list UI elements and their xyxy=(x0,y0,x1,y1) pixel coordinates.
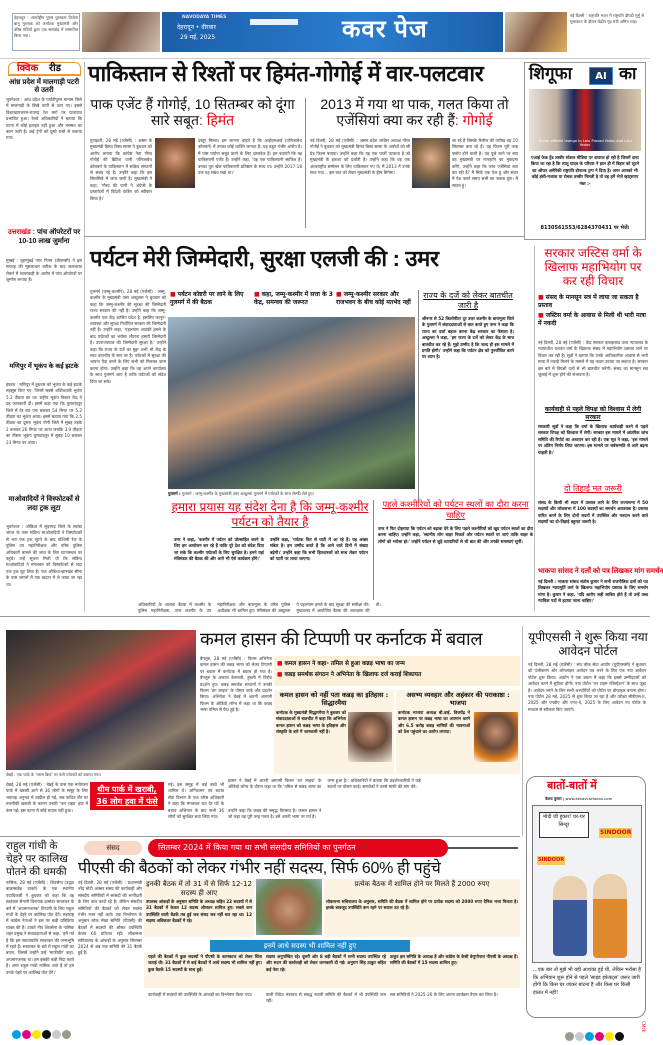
tourism-sub-body-2: उन्होंने कहा, 'पर्यटक फिर से घाटी में आ रहे हैं। यह अच्छा संकेत है। हम उम्मीद करते हैं कि आने वाले दिनों में संख्या बढ़ेगी।' उन्होंने कहा कि सभी हितधारकों को साथ लेकर पर्यटन को पटरी पर लाया जाएगा। xyxy=(270,537,368,562)
color-registration-left xyxy=(12,1024,72,1043)
cartoon-figure-1 xyxy=(553,876,587,956)
masthead-right-photo xyxy=(505,12,567,52)
justice-box-body: सरकारी सूत्रों ने कहा कि वर्मा के खिलाफ कार्यवाही करने से पहले सरकार विपक्ष को विश्वास में लेगी। सरकार इस मामले में आंतरिक जांच समिति की रिपोर्ट का अध्ययन कर रही है। एक सूत्र ने कहा, 'इस मामले पर अंतिम निर्णय लिया जाएगा। इस मामले पर सर्वसम्मति से आगे बढ़ना चाहती है।' xyxy=(538,424,648,455)
shigufa-body: एआई फेक ट्रेंड तस्वीर सोशल मीडिया पर वायरल हो रही है जिसमें दावा किया जा रहा है कि लालू यादव के परिवार ने हाल ही में बिहार को लूटने का ऑफर अमेरिकी राष्ट्रपति डोनाल्ड ट्रम्प ने दिया है। अगर आपको भी कोई हंसी-मजाक या रोचक तस्वीर मिलती है तो वह हमें भेजें व्हाट्सएप नंबर :- xyxy=(530,155,640,186)
quick-read-body-4: भुवनेश्वर : ओडिशा में सुंदरगढ़ जिले के सारंडा जंगल के पास संदिग्ध माओवादियों ने विस्फोटकों से भरा एक ट्रक लूटने के बाद पश्चिमी रेंज के पुलिस उप महानिरीक्षक और वरिष्ठ पुलिस अधिकारी मामले की जांच के लिए घटनास्थल पर पहुंचे। उन्हें सूचना मिली थी कि संदिग्ध माओवादियों ने मंगलवार को विस्फोटकों से लदा एक ट्रक लूट लिया है। एक ओडिशा-झारखंड सीमा के पास जंगलों में एक खदान में ले जाया जा रहा था। xyxy=(6,524,82,587)
quick-read-header xyxy=(8,62,81,76)
edition-date: 29 मई, 2025 xyxy=(180,34,216,41)
pac-right-box-title: प्रत्येक बैठक में शामिल होने पर मिलते हैं 2000 रुपए xyxy=(354,880,490,888)
publication-name: NAVODAYA TIMES xyxy=(182,15,227,20)
kamal-bullet-2: ■ कन्नड़ समर्थक संगठन ने अभिनेता के खिलाफ दर्ज कराई शिकायत xyxy=(277,672,422,678)
lead-left-body-1: गुवाहाटी, 28 मई (एजेंसी) : असम के मुख्यमंत्री हिमंत बिस्व सरमा ने बुधवार को आरोप लगाया कि कांग्रेस नेता गौरव गोगोई की ब्रिटिश पत्नी एलिजाबेथ कोलबर्न के पाकिस्तान में सक्रिय संगठनों से संबंध रहे हैं। उन्होंने कहा कि इस सिलसिले में जांच जारी है। मुख्यमंत्री ने कहा, 'गौरव की पत्नी ने अंग्रेजी के दस्तावेजों में विदेशी फंडिंग को स्वीकार किया है।' xyxy=(90,138,152,201)
lead-left-subhead: पाक एजेंट हैं गोगोई, 10 सितम्बर को दूंगा सारे सबूत: हिमंत xyxy=(90,96,295,128)
kamal-tail-2: उन्होंने कहा कि कन्नड़ की समृद्ध विरासत है। कमल हासन ने जो कहा वह पूरी तरह गलत है। हमें अपनी भाषा पर गर्व है। xyxy=(228,808,322,820)
vijayendra-photo xyxy=(474,712,518,762)
tourism-subhead: हमारा प्रयास यह संदेश देना है कि जम्मू-कश्मीर पर्यटन को तैयार है xyxy=(171,500,369,529)
lead-right-subhead: 2013 में गया था पाक, गलत किया तो एजेंसियां क्या कर रही हैं: गोगोई xyxy=(320,96,509,128)
kamal-bullets xyxy=(274,656,520,686)
justice-bullet-2: ■ जस्टिस वर्मा के आवास से मिली थी भारी मात्रा में नकदी xyxy=(538,312,646,327)
tourism-bullet-1: ■ पर्यटन कोष्टरी पर लाने के लिए गुलमर्ग में की बैठक xyxy=(170,291,244,306)
tourism-headline: पर्यटन मेरी जिम्मेदारी, सुरक्षा एलजी की : उमर xyxy=(90,246,439,271)
bjp-box xyxy=(396,690,520,774)
tourism-body: गुलमर्ग (जम्मू-कश्मीर), 28 मई (एजेंसी) : जम्मू-कश्मीर के मुख्यमंत्री उमर अब्दुल्ला ने बुधवार को कहा कि जम्मू-कश्मीर की सुरक्षा की जिम्मेदारी राज्य सरकार की नहीं है। उन्होंने कहा कि जम्मू-कश्मीर एक केंद्र शासित प्रदेश है, इसलिए कानून-व्यवस्था और सुरक्षा निर्वाचित सरकार की जिम्मेदारी नहीं है। उन्होंने कहा, 'पहलगाम आतंकी हमले के बाद पर्यटकों का भरोसा लौटाना हमारी जिम्मेदारी है। उपराज्यपाल की जिम्मेदारी सुरक्षा है।' उन्होंने कहा कि राज्य के दर्जे का मुद्दा अभी भी केंद्र के साथ बातचीत के स्तर पर है। पर्यटकों में सुरक्षा की भावना पैदा करने के लिए सभी को मिलकर काम करना होगा। उन्होंने कहा कि वह अपने कार्यालय के साथ गुलमर्ग आए हैं ताकि पर्यटकों को संदेश दिया जा सके। xyxy=(90,289,166,384)
pac-banner: सितम्बर 2024 में किया गया था सभी संसदीय समितियों का पुनर्गठन xyxy=(148,839,448,857)
statehood-title: राज्य के दर्जे को लेकर बातचीत जारी है xyxy=(423,291,513,310)
kamal-body: बेंगलुरु, 28 मई (एजेंसी) : फिल्म अभिनेता कमल हासन की कन्नड़ भाषा को लेकर टिप्पणी पर बवाल में कर्नाटक में बवाल हो गया है। बेंगलुरु के अलावा बेलगावी, हुबली में विरोध प्रदर्शन हुए। कन्नड़ समर्थक संगठनों ने उनकी फिल्म 'ठग लाइफ' के पोस्टर फाड़े और प्रदर्शन किया। अभिनेता ने चेन्नई में अपनी आगामी फिल्म के ऑडियो लॉन्च में कहा था कि कन्नड़ भाषा तमिल से पैदा हुई है। xyxy=(200,656,272,713)
kamal-headline: कमल हासन की टिप्पणी पर कर्नाटक में बवाल xyxy=(200,629,483,649)
siddaramaiah-title: कमल हासन को नहीं पता कन्नड़ का इतिहास : सिद्धारमैया xyxy=(279,691,389,707)
pac-left-box xyxy=(144,879,254,937)
justice-body: नई दिल्ली, 28 मई (एजेंसी) : केंद्र सरकार इलाहाबाद उच्च न्यायालय के न्यायाधीश यशवंत वर्मा के खिलाफ संसद में महाभियोग प्रस्ताव लाने पर विचार कर रही है। सूत्रों ने बताया कि उनके आधिकारिक आवास से भारी मात्रा में नकदी मिलने के मामले में यह कदम उठाया जा सकता है। सरकार इस बारे में विपक्षी दलों से भी बातचीत करेगी। संसद का मानसून सत्र जुलाई में शुरू होने की संभावना है। xyxy=(538,340,648,378)
shigufa-box xyxy=(524,62,646,240)
quick-read-title-4: माओवादियों ने विस्फोटकों से लदा ट्रक लूटा xyxy=(8,496,80,512)
theme-park-headline: थीम पार्क में खराबी, 36 लोग हवा में फंसे xyxy=(90,782,164,810)
masthead-banner xyxy=(162,12,503,52)
theme-park-photo xyxy=(6,630,196,770)
pac-left-box-title: इनकी बैठक में तो 31 में से सिर्फ 12-12 सदस्य ही आए xyxy=(146,880,252,897)
masthead-left-caption: देहरादून : अंतर्राष्ट्रीय पुरुष पुरस्कार विजेता बानू मुश्ताक को कर्नाटक मुख्यमंत्री और वरिष्ठ मंत्रियों द्वारा एक समारोह में सम्मानित किया गया। xyxy=(12,13,80,51)
cpi-headline: भाकपा सांसद ने दलों को पत्र लिखकर मांग समर्थन xyxy=(538,568,663,575)
masthead-logo-bar xyxy=(250,19,298,25)
gogoi-photo xyxy=(412,138,450,188)
page-title: कवर पेज xyxy=(342,16,428,43)
ai-badge: AI xyxy=(589,67,613,85)
himanta-photo xyxy=(155,138,195,188)
justice-headline: सरकार जस्टिस वर्मा के खिलाफ महाभियोग पर कर रही विचार xyxy=(544,246,642,288)
cartoon-caption: ...एक बार तो मुझे भी यही आशंका हुई थी, लेकिन भरोसा है कि अभियान शुरू होने से पहले 'साइड इफेक्ट्स' जरूर जारी होंगी कि किस घर जाकर बांटना है और किस घर किसी हालत में नहीं! xyxy=(533,967,641,996)
cartoon-figure-2 xyxy=(593,874,627,958)
justice-req-body: संसद के किसी भी सदन में प्रस्ताव लाने के लिए राज्यसभा में 50 सदस्यों और लोकसभा में 100 सदस्यों का समर्थन आवश्यक है। प्रस्ताव पारित करने के लिए दोनों सदनों में उपस्थित और मतदान करने वाले सदस्यों का दो-तिहाई बहुमत जरूरी है। xyxy=(538,500,648,525)
upsc-body: नई दिल्ली, 28 मई (एजेंसी) : संघ लोक सेवा आयोग (यूपीएससी) ने बुधवार को पंजीकरण और ऑनलाइन आवेदन पत्र भरने के लिए एक नया आवेदन पोर्टल शुरू किया। आयोग ने एक बयान में कहा कि इससे उम्मीदवारों को आवेदन करने में सुविधा होगी। नया पोर्टल 'वन टाइम रजिस्ट्रेशन' के साथ जुड़ा है। आवेदन भरने के लिए सभी अभ्यर्थियों को पोर्टल पर प्रोफाइल बनाना होगा। नया पोर्टल 28 मई, 2025 से शुरू किया जा रहा है और परीक्षा सीडीएस-II, 2025 और एनडीए और एनए-II, 2025 के लिए आवेदन नए पोर्टल के माध्यम से स्वीकार किए जाएंगे। xyxy=(528,662,646,712)
first-visit-body: उमर ने फिर दोहराया कि पर्यटन को बढ़ावा देने के लिए पहले कश्मीरियों को खुद पर्यटन स्थलों का दौरा करना चाहिए। उन्होंने कहा, 'स्थानीय लोग बाहर निकलें और पर्यटन स्थलों पर जाएं ताकि बाहर के लोगों को भरोसा हो।' उन्होंने पर्यटन से जुड़े व्यापारियों से भी बात की और उनकी समस्याएं सुनीं। xyxy=(378,526,533,544)
rahul-headline: राहुल गांधी के चेहरे पर कालिख पोतने की धमकी xyxy=(6,840,68,878)
pac-right-box-body: लोकसभा सचिवालय के अनुसार, समिति की बैठक में शामिल होने पर प्रत्येक सदस्य को 2000 रुपए दैनिक भत्ता मिलता है। इसके बावजूद उपस्थिति कम रहने पर सवाल उठ रहे हैं। xyxy=(326,899,518,911)
shigufa-photo-caption: Trump offered mango to Lalu Prasad Yadav and Lalu Yadav xyxy=(538,139,632,147)
siddaramaiah-box xyxy=(274,690,394,774)
lead-right-body-2: जा रहे हैं जिसके रिलीज की तारीख वह 10 सितम्बर बता रहे हैं। यह फिल्म पूरी तरह फ्लॉप होने वाली है। यह पूछे जाने पर क्या वह मुख्यमंत्री पर मानहानि का मुकदमा करेंगे, उन्होंने कहा कि जांच एजेंसियां क्या कर रही हैं? मैं सिर्फ एक पेज हूं और सदन में पेश करते समय सभी का जवाब दूंगा। मैं स्वतंत्र हूं। xyxy=(452,138,518,188)
justice-req-title: दो तिहाई मत जरूरी xyxy=(564,484,622,493)
lead-headline: पाकिस्तान से रिश्तों पर हिमंत-गोगोई में वार-पलटवार xyxy=(88,61,484,86)
tourism-bullet-3: ■ जम्मू-कश्मीर सरकार और राजभवन के बीच कोई मतभेद नहीं xyxy=(336,291,411,306)
shigufa-title: शिगूफा xyxy=(529,64,573,83)
cartoon-title: बातों-बातों में xyxy=(547,780,597,792)
kamal-tail: हासन ने चेन्नई में अपनी आगामी फिल्म 'ठग लाइफ' के ऑडियो लॉन्च के दौरान कहा था कि 'तमिल से कन्नड़ भाषा का जन्म हुआ है।' अधिकारियों ने बताया कि प्रदर्शनकारियों ने कई स्थानों पर पोस्टर फाड़े। समर्थकों ने उनसे माफी की मांग की। xyxy=(228,778,421,790)
lead-left-body-2: दस्तूर मिल्या। हम जानना चाहते हैं कि आईएसआई (एलिजाबेथ कोलबर्न) में उनका कोई व्यक्ति जानता है। यह बहुत गंभीर आरोप है। मैं पास पर्याप्त सबूत करने के लिए दस्तावेज हैं। हम बताएंगे कि वह पाकिस्तानी एजेंट हैं। उन्होंने कहा, 'यह एक पाकिस्तानी साजिश है। उनका पूरा खेल पाकिस्तानी प्रतिष्ठान के साथ था। उन्होंने 2017-18 तक यह संबंध रखा था।' xyxy=(198,138,302,176)
shigufa-title-suffix: का xyxy=(619,64,637,83)
quick-read-title-1: आंध्र प्रदेश में मालगाड़ी पटरी से उतरी xyxy=(8,79,80,94)
cartoon-poster-1: SINDOOR xyxy=(600,829,632,836)
cmyk-label: CMYK xyxy=(641,1021,646,1033)
first-visit-title: पहले कश्मीरियों को पर्यटन स्थलों का दौरा करना चाहिए xyxy=(382,500,529,521)
cartoon-box xyxy=(526,776,646,1018)
theme-park-caption: चेन्नई : एक पार्क के 'ग्लास ब्रिज' पर फंसे पर्यटकों को बचाया गया। xyxy=(6,772,102,777)
pac-half-banner: इनमें आधे सदस्य भी शामिल नहीं हुए xyxy=(210,940,410,952)
upsc-headline: यूपीएससी ने शुरू किया नया आवेदन पोर्टल xyxy=(528,630,648,658)
color-registration-right xyxy=(565,1026,625,1045)
tourism-photo-caption: गुलमर्ग : गुलमर्ग : जम्मू-कश्मीर के मुख्यमंत्री उमर अब्दुल्ला गुलमर्ग में पर्यटकों के साथ सेल्फी लेते हुए। xyxy=(168,491,315,496)
pac-left-box-body: उपलब्ध आंकड़ों के अनुसार समिति के अध्यक्ष सहित 22 सदस्यों में से 31 बैठकों में केवल 12 सदस्य औसतन शामिल हुए। सबसे कम उपस्थिति वाली बैठकें तब हुईं जब संसद सत्र नहीं चल रहा था। 12 सदस्य अधिकतर बैठकों में रहे। xyxy=(146,899,252,924)
shigufa-photo xyxy=(529,89,641,151)
statehood-body: श्रीनगर से 52 किलोमीटर दूर उत्तर कश्मीर के बारामूला जिले के गुलमर्ग में संवाददाताओं से बात करते हुए उमर ने कहा कि राज्य का दर्जा बहाल करना केंद्र सरकार का फैसला है। अब्दुल्ला ने कहा, 'हम राज्य के दर्जे को लेकर केंद्र के साथ बातचीत कर रहे हैं। मुझे उम्मीद है कि जल्द ही इस मामले में प्रगति होगी।' उन्होंने कहा कि पर्यटन क्षेत्र को पुनर्जीवित करने पर ध्यान है। xyxy=(422,316,514,360)
pac-half-body-2: सदस्य अनुपस्थित रहे। दूसरी ओर 8 बड़ी बैठकों में सभी सदस्य उपस्थित रहे और सदन की कार्यवाही को लेकर जानकारी दी गई। अनुराग सिंह ठाकुर सहित कई नेता रहे। xyxy=(266,954,386,972)
tourism-tail: अधिकारियों के अलावा बैठक में कश्मीर के पुलिस महानिरीक्षक, उत्तर कश्मीर के उप महानिरीक्षक और बारामूला के वरिष्ठ पुलिस अधीक्षक भी शामिल हुए। मंत्रिमंडल की अब्दुल्ला ने पहलगाम हमले के बाद सुरक्षा की समीक्षा की। मुख्यालय में आयोजित बैठक की अध्यक्षता की थी। xyxy=(138,602,381,614)
quick-read-title-3: मणिपुर में भूकंप के कई झटके xyxy=(9,363,79,370)
siddaramaiah-photo xyxy=(348,712,392,762)
bjp-body: कर्नाटक भाजपा अध्यक्ष बी.वाई. विजयेंद्र ने कमल हासन पर कन्नड़ भाषा का अपमान करने और 6.5 करोड़ कन्नड़ भाषियों की भावनाओं को ठेस पहुंचाने का आरोप लगाया। xyxy=(398,710,470,735)
masthead-left-photo xyxy=(82,12,160,52)
siddaramaiah-body: कर्नाटक के मुख्यमंत्री सिद्धारमैया ने बुधवार को संवाददाताओं से बातचीत में कहा कि अभिनेता कमल हासन को कन्नड़ भाषा के इतिहास और संस्कृति के बारे में जानकारी नहीं है। xyxy=(276,710,346,735)
kamal-bullet-1: ■ कमल हासन ने कहा- तमिल से हुआ कन्नड़ भाषा का जन्म xyxy=(277,661,405,667)
masthead-right-caption: नई दिल्ली : राष्ट्रपति भवन में राष्ट्रपति द्रौपदी मुर्मू से मुलाकात के दौरान केंद्रीय गृह मंत्री अमित शाह। xyxy=(570,13,644,24)
lead-right-body-1: नई दिल्ली, 28 मई (एजेंसी) : असम प्रदेश कांग्रेस अध्यक्ष गौरव गोगोई ने बुधवार को मुख्यमंत्री हिमंत बिस्व सरमा के आरोपों को सी ग्रेड फिल्म बताया। उन्होंने कहा कि यह एक फर्जी पटकथा है जो मुख्यमंत्री के हताशा को दर्शाती है। उन्होंने कहा कि वह एक अंतरराष्ट्रीय सम्मेलन के लिए पाकिस्तान गए थे। मैं 2013 में उनके साथ गया... इस बात को लेकर मुख्यमंत्री के ड्रीम सिनेमा। xyxy=(310,138,410,176)
cartoon-artist: केशव कुमार | www.kesavcartoons.com xyxy=(545,796,613,801)
justice-bullet-1: ■ संसद के मानसून सत्र में लाया जा सकता है प्रस्ताव xyxy=(538,294,639,309)
pac-half-body-3: ठाकुर इस समिति के अध्यक्ष हैं और कांग्रेस के केसी वेणुगोपाल पीएसी के अध्यक्ष हैं। समिति की बैठकों में 15 सदस्य शामिल हुए। xyxy=(390,954,518,966)
pac-tail-1: कार्यवाही में सदस्यों की उपस्थिति के आंकड़ों का विश्लेषण किया गया। xyxy=(148,992,253,997)
bjp-title: असभ्य व्यवहार और अहंकार की पराकाष्ठा : भाजपा xyxy=(406,691,510,707)
edition-line: देहरादून • वीरवार xyxy=(177,24,216,31)
pac-right-box xyxy=(324,879,520,937)
parliament-photo xyxy=(256,879,322,935)
pac-tail-3: सब समितियों ने 2025-26 के लिए अपना कार्यक्रम तैयार कर लिया है। xyxy=(390,992,498,997)
masthead xyxy=(0,10,650,55)
pac-section-label: संसद xyxy=(84,841,142,855)
theme-park-body: चेन्नई, 28 मई (एजेंसी) : चेन्नई के पास एक मनोरंजन पार्क में खराबी आने से 36 लोगों के समूह के लिए भयावह अनुभव में तब्दील हो गई, जब कथित तौर पर तकनीकी खराबी के कारण उनकी 'फन राइड' हवा में फंस गई। इस घटना में कोई घायल नहीं हुआ। xyxy=(6,782,88,813)
rahul-body: नासिक, 28 मई (एजेंसी) : शिवसेना (उद्धव बालासाहेब ठाकरे) के एक स्थानीय पदाधिकारी ने बुधवार को कहा कि वह स्वतंत्रता सेनानी विनायक दामोदर सावरकर के बारे में 'अपमानजनक' टिप्पणी के लिए राहुल गांधी के चेहरे पर कालिख पोत देंगे। महाराष्ट्र में कांग्रेस नेताओं ने इस पर कड़ी प्रतिक्रिया व्यक्त की है। ठाकरे नीत शिवसेना के नासिक शहर प्रमुख ने संवाददाताओं से कहा, 'हमें गर्व है कि हम स्वातंत्र्यवीर सावरकर की जन्मभूमि में रहते हैं। सावरकर के बारे में राहुल गांधी का बयान, जिसमें उन्होंने उन्हें 'माफीवीर' कहा, अपमानजनक था। हम इसकी कड़ी निंदा करते हैं। अगर राहुल गांधी नासिक आते हैं तो हम उनके चेहरे पर कालिख पोत देंगे।' xyxy=(6,880,74,975)
quick-read-body-1: भुवनेश्वर : आंध्र प्रदेश के पार्वतीपुरम मान्यम जिले में मालगाड़ी के डिब्बे पटरी से उतर गए। इससे विशाखापत्तनम-रायगढ़ रेल मार्ग पर यातायात प्रभावित हुआ। रेलवे अधिकारियों ने बताया कि घटना में कोई हताहत नहीं हुआ और मरम्मत का काम जारी है। कई ट्रेनों को दूसरे रास्ते से चलाया गया। xyxy=(6,97,82,141)
pac-tail-2: वाली विदेश मंत्रालय से संबद्ध स्थायी समिति की बैठकों में भी उपस्थिति कम रही। xyxy=(266,992,386,1004)
tourism-bullet-2: ■ कहा, जम्मू-कश्मीर में सत्ता के 3 केंद्र, समन्वय की जरूरत xyxy=(254,291,333,306)
cpi-body: नई दिल्ली : भाकपा सांसद संतोष कुमार ने सभी राजनीतिक दलों को पत्र लिखकर न्यायमूर्ति वर्मा के खिलाफ महाभियोग प्रस्ताव के लिए समर्थन मांगा है। कुमार ने कहा, 'यदि आरोप सही साबित होते हैं तो उन्हें उच्च न्यायिक पदों से हटाया जाना चाहिए।' xyxy=(538,579,648,604)
omar-abdullah-photo xyxy=(168,317,415,489)
theme-park-body-2: गई। इस समूह में कई बच्चे भी शामिल थे। अग्निशमन एवं बचाव सेवा विभाग के एक वरिष्ठ अधिकारी ने कहा कि मंगलवार रात देर घंटे के बचाव अभियान के बाद सभी 36 लोगों को सुरक्षित बचा लिया गया। xyxy=(168,782,224,820)
justice-bullets xyxy=(538,294,648,336)
quick-read-label-black: रीड xyxy=(49,63,62,74)
tourism-sub-body-1: उमर ने कहा, 'कश्मीर में पर्यटन को प्रोत्साहित करने के लिए हम आयोजन कर रहे हैं ताकि पूरे देश को संदेश दिया जा सके कि कश्मीर पर्यटकों के लिए सुरक्षित है। हमने यहां मंत्रिमंडल की बैठक की और आगे भी ऐसे कार्यक्रम होंगे।' xyxy=(174,537,264,562)
pac-body: नई दिल्ली, 28 मई (एजेंसी) : प्रधानमंत्री नरेंद्र मोदी अक्सर संसद की कार्यवाही और संसदीय समितियों में सांसदों की भागीदारी के लिए बात करते रहे हैं। लेकिन संसदीय समितियों की बैठकों को लेकर सदस्य गंभीर नजर नहीं आते। एक विश्लेषण के अनुसार लोक लेखा समिति (पीएसी) की बैठकों में सदस्यों की औसत उपस्थिति केवल 60 प्रतिशत रही। लोकसभा सचिवालय के आंकड़ों के अनुसार सितम्बर 2024 से अब तक समिति की 31 बैठकें हुई हैं। xyxy=(78,880,142,956)
cartoon-sign: मोदी जी हुंकार! घर-घर सिन्दूर xyxy=(539,812,589,838)
justice-box xyxy=(538,406,648,498)
pac-headline: पीएसी की बैठकों को लेकर गंभीर नहीं सदस्य, सिर्फ 60% ही पहुंचे xyxy=(78,860,441,877)
pac-half-body-1: पहले की बैठकों में कुछ सदस्यों ने पीएसी के कामकाज को लेकर चिंता जताई थी। 31 बैठकों में से कई बैठकों में आधे सदस्य भी शामिल नहीं हुए। कुछ बैठकें 15 सदस्यों के साथ हुईं। xyxy=(148,954,262,972)
quick-read-body-2: मुम्बई : बृहन्मुंबई नगर निगम (बीएमसी) ने इस सप्ताह की मूसलाधार बारिश के बाद जलभराव रोकने में लापरवाही के आरोप में पांच ऑपरेटरों पर जुर्माना लगाया है। xyxy=(6,258,82,283)
cartoon-drawing xyxy=(532,805,642,963)
quick-read-title-2: उत्तराखंड : पांच ऑपरेटरों पर 10-10 लाख जुर्माना xyxy=(7,229,81,245)
quick-read-label-red: क्विक xyxy=(17,63,39,74)
shigufa-phone: 8130561553/6284370431 पर भेजें। xyxy=(540,225,630,231)
cartoon-poster-2: SINDOOR xyxy=(538,857,565,863)
justice-box-title: कार्यवाही से पहले विपक्ष को विश्वास में लेगी सरकार xyxy=(544,406,642,421)
quick-read-body-3: इंफाल : मणिपुर में बुधवार को भूकंप के कई झटके महसूस किए गए, जिनमें सबसे शक्तिशाली भूकंप 5.2 तीव्रता का था। राष्ट्रीय भूकंप विज्ञान केंद्र ने यह जानकारी दी। इसमें कहा गया कि चुराचांदपुर जिले में देर रात एक बजकर 54 मिनट पर 5.2 तीव्रता का भूकंप आया। इसमें बताया गया कि 2.5 तीव्रता का दूसरा भूकंप नोनी जिले में सुबह तड़के 2 बजकर 26 मिनट पर आया जबकि 3.9 तीव्रता का तीसरा भूकंप चुराचांदपुर में सुबह 10 बजकर 23 मिनट पर आया। xyxy=(6,382,82,445)
